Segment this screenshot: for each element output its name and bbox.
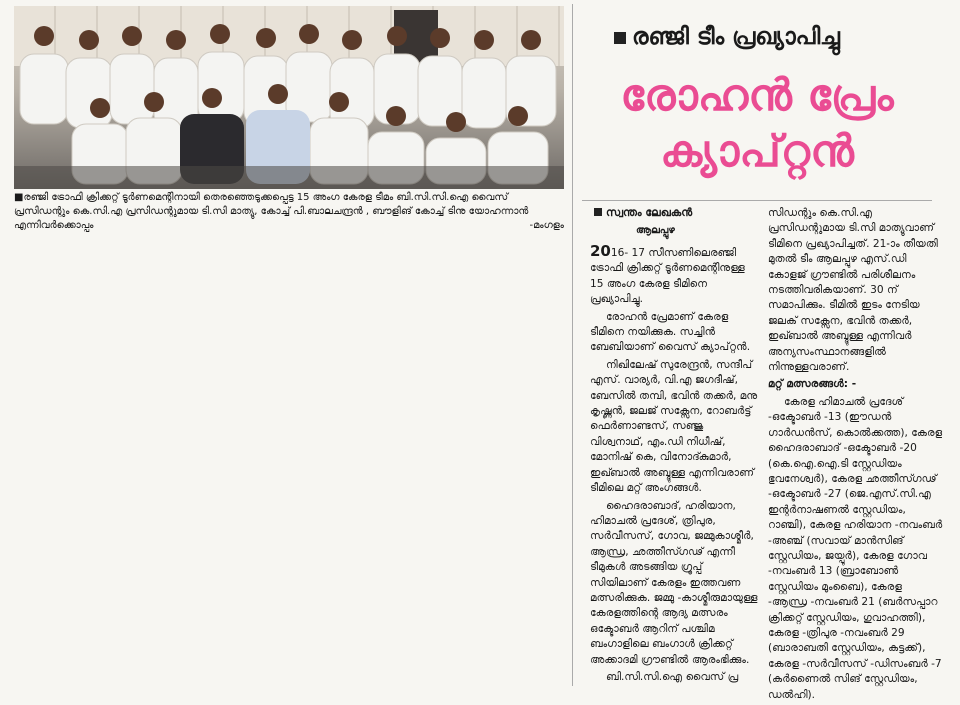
dateline-place: ആലപ്പുഴ	[636, 225, 675, 236]
paragraph: നിഖിലേഷ് സുരേന്ദ്രൻ, സന്ദീപ് എസ്. വാര്യർ, വി.എ ജഗദീഷ്, ബേസിൽ തമ്പി, ഭവിൻ തക്കർ, മനു കൃഷ്ണൻ, ജലജ് സക്സേന, റോബർട്ട് ഫെർണാണ്ടസ്, സഞ്ജു വിശ്വനാഥ്, എം.ഡി നിധീഷ്, മോനിഷ് കെ, വിനോദ്കുമാർ, ഇഖ്ബാൽ അബ്ദുള്ള എന്നിവരാണ് ടീമിലെ മറ്റ് അംഗങ്ങൾ.	[590, 358, 758, 495]
paragraph-text: 16- 17 സീസണിലെരഞ്ജി ട്രോഫി ക്രിക്കറ്റ് ടൂർണമെന്റിനുള്ള 15 അംഗ കേരള ടീമിനെ പ്രഖ്യാപിച്ചു.	[590, 247, 745, 306]
headline-line-1: രോഹൻ പ്രേം	[620, 70, 894, 121]
kicker	[614, 24, 840, 50]
byline-text: സ്വന്തം ലേഖകൻ	[606, 206, 693, 219]
column-divider	[572, 4, 573, 686]
paragraph	[590, 244, 760, 308]
article-column-1	[590, 244, 760, 687]
caption-text: ■രഞ്ജി ട്രോഫി ക്രിക്കറ്റ് ടൂർണമെന്റിനായി തെരഞ്ഞെടുക്കപ്പെട്ട 15 അംഗ കേരള ടീമം ബി.സി.സി.ഐ വൈസ് പ്രസിഡന്റും കെ.സി.എ പ്രസിഡന്റുമായ ടി.സി മാത്യു, കോച്ച് പി.ബാലചന്ദ്രൻ , ബൗളിങ് കോച്ച് ടിനു യോഹന്നാൻ എന്നിവർക്കൊപ്പം	[14, 192, 529, 231]
paragraph: രോഹൻ പ്രേമാണ് കേരള ടീമിനെ നയിക്കുക. സച്ചിൻ ബേബിയാണ് വൈസ് ക്യാപ്റ്റൻ.	[590, 310, 751, 354]
photo-caption	[14, 191, 566, 233]
paragraph: കേരള ഹിമാചൽ പ്രദേശ് -ഒക്ടോബർ -13 (ഈഡൻ ഗാർഡൻസ്, കൊൽക്കത്ത), കേരള ഹൈദരാബാദ് -ഒക്ടോബർ -20 (കെ.ഐ.ഐ.ടി സ്റ്റേഡിയം ഭുവനേശ്വർ), കേരള ഛത്തീസ്ഗഢ് -ഒക്ടോബർ -27 (ജെ.എസ്.സി.എ ഇന്റർനാഷണൽ സ്റ്റേഡിയം, റാഞ്ചി), കേരള ഹരിയാന -നവംബർ -അഞ്ച് (സവായ് മാൻസിങ് സ്റ്റേഡിയം, ജയ്പൂർ), കേരള ഗോവ -നവംബർ 13 (ബ്രാബോൺ സ്റ്റേഡിയം മുംബൈ), കേരള -ആന്ധ്ര -നവംബർ 21 (ബർസപ്പാറ ക്രിക്കറ്റ് സ്റ്റേഡിയം, ഗുവാഹത്തി), കേരള -ത്രിപുര -നവംബർ 29 (ബാരാബതി സ്റ്റേഡിയം, കട്ടക്ക്), കേരള -സർവീസസ് -ഡിസംബർ -7 (കർണൈൽ സിങ് സ്റ്റേഡിയം, ഡൽഹി).	[768, 395, 943, 701]
kicker-text: രഞ്ജി ടീം പ്രഖ്യാപിച്ചു	[632, 24, 840, 50]
paragraph: ഹൈദരാബാദ്, ഹരിയാന, ഹിമാചൽ പ്രദേശ്, ത്രിപുര, സർവീസസ്, ഗോവ, ജമ്മുകാശ്മീർ, ആന്ധ്ര, ഛത്തീസ്ഗഢ് എന്നീ ടീമുകൾ അടങ്ങിയ ഗ്രൂപ്പ് സിയിലാണ് കേരളം ഇത്തവണ മത്സരിക്കുക. ജമ്മു -കാശ്മീരുമായുള്ള കേരളത്തിന്റെ ആദ്യ മത്സരം ഒക്ടോബർ ആറിന് പശ്ചിമ ബംഗാളിലെ ബംഗാൾ ക്രിക്കറ്റ് അക്കാദമി ഗ്രൗണ്ടിൽ ആരംഭിക്കും.	[590, 499, 758, 666]
drop-cap: 20	[590, 242, 611, 260]
headline-line-2: ക്യാപ്റ്റൻ	[660, 126, 854, 177]
caption-credit: -മംഗളം	[529, 220, 564, 231]
subheading: മറ്റ് മത്സരങ്ങൾ: -	[768, 378, 857, 391]
team-photo	[14, 6, 564, 189]
paragraph: സിഡന്റും കെ.സി.എ പ്രസിഡന്റുമായ ടി.സി മാത്യുവാണ് ടീമിനെ പ്രഖ്യാപിച്ചത്. 21-ാം തീയതി മുതൽ ടീം ആലപ്പുഴ എസ്.ഡി കോളജ് ഗ്രൗണ്ടിൽ പരിശീലനം നടത്തിവരികയാണ്. 30 ന് സമാപിക്കും. ടീമിൽ ഇടം നേടിയ ജലക് സക്സേന, ഭവിൻ തക്കർ, ഇഖ്ബാൽ അബ്ദുള്ള എന്നിവർ അന്യസംസ്ഥാനങ്ങളിൽ നിന്നുള്ളവരാണ്.	[768, 207, 938, 374]
team-photo-figures	[14, 6, 564, 189]
bullet-square-icon	[594, 208, 602, 216]
article-column-2	[768, 206, 944, 705]
bullet-square-icon	[614, 32, 626, 44]
byline	[594, 206, 692, 220]
paragraph: ബി.സി.സി.ഐ വൈസ് പ്ര	[606, 670, 739, 683]
headline-rule	[582, 200, 932, 201]
